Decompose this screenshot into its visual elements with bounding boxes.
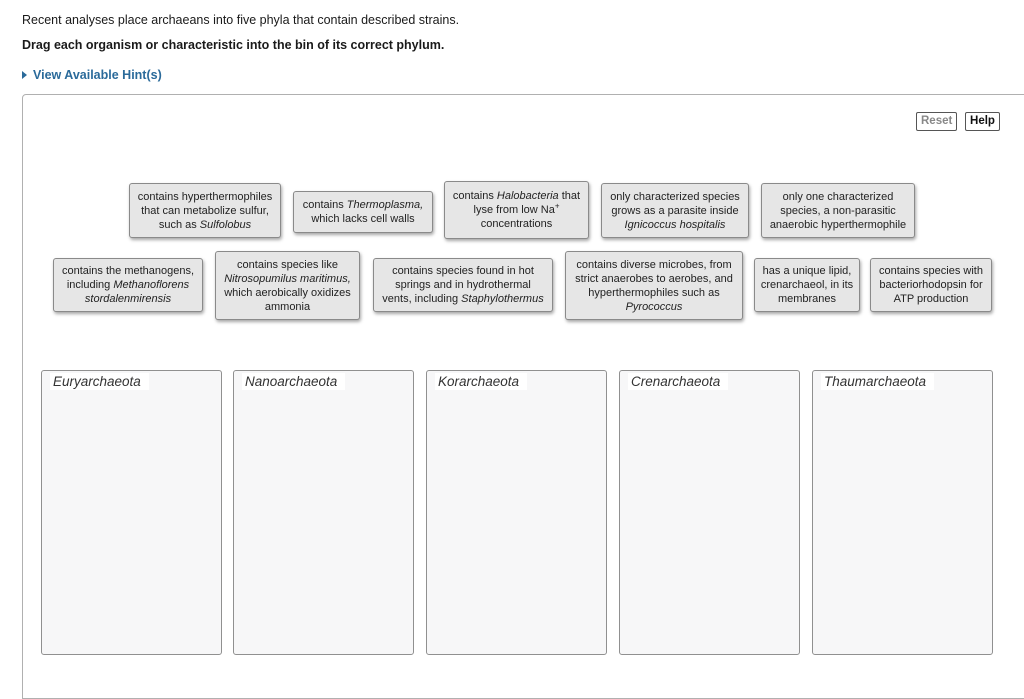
card-text: contains species found in hot springs and in hydrothermal vents, including Staphylothermus bbox=[382, 265, 544, 305]
draggable-card[interactable] bbox=[373, 258, 553, 312]
view-hints-label: View Available Hint(s) bbox=[33, 68, 162, 82]
bin-label: Nanoarchaeota bbox=[242, 373, 345, 390]
bin-korarchaeota[interactable] bbox=[426, 370, 607, 655]
card-text: has a unique lipid, crenarchaeol, in its membranes bbox=[760, 265, 854, 305]
triangle-right-icon bbox=[22, 71, 27, 79]
bin-label: Korarchaeota bbox=[435, 373, 527, 390]
draggable-card[interactable] bbox=[565, 251, 743, 320]
card-text: contains Halobacteria that lyse from low Na+ concentrations bbox=[452, 190, 581, 230]
reset-button[interactable]: Reset bbox=[916, 112, 957, 131]
draggable-card[interactable] bbox=[129, 183, 281, 238]
draggable-card[interactable] bbox=[761, 183, 915, 238]
card-text: contains the methanogens, including Methanoflorens stordalenmirensis bbox=[61, 265, 195, 305]
intro-text: Recent analyses place archaeans into five phyla that contain described strains. bbox=[22, 13, 460, 27]
draggable-card[interactable] bbox=[444, 181, 589, 239]
bin-label: Crenarchaeota bbox=[628, 373, 728, 390]
draggable-card[interactable] bbox=[293, 191, 433, 233]
card-text: only characterized species grows as a parasite inside Ignicoccus hospitalis bbox=[610, 190, 740, 231]
card-text: contains species like Nitrosopumilus maritimus, which aerobically oxidizes ammonia bbox=[224, 258, 351, 313]
bin-crenarchaeota[interactable] bbox=[619, 370, 800, 655]
draggable-card[interactable] bbox=[215, 251, 360, 320]
card-text: contains diverse microbes, from strict anaerobes to aerobes, and hyperthermophiles such as Pyrococcus bbox=[575, 258, 733, 313]
bin-thaumarchaeota[interactable] bbox=[812, 370, 993, 655]
card-text: contains Thermoplasma, which lacks cell walls bbox=[302, 199, 424, 225]
draggable-card[interactable] bbox=[601, 183, 749, 238]
bin-euryarchaeota[interactable] bbox=[41, 370, 222, 655]
bin-label: Thaumarchaeota bbox=[821, 373, 934, 390]
draggable-card[interactable] bbox=[754, 258, 860, 312]
view-hints-link[interactable] bbox=[22, 68, 162, 82]
card-text: only one characterized species, a non-parasitic anaerobic hyperthermophile bbox=[769, 190, 907, 231]
bin-label: Euryarchaeota bbox=[50, 373, 149, 390]
help-button[interactable]: Help bbox=[965, 112, 1000, 131]
draggable-card[interactable] bbox=[53, 258, 203, 312]
bin-nanoarchaeota[interactable] bbox=[233, 370, 414, 655]
draggable-card[interactable] bbox=[870, 258, 992, 312]
instruction-text: Drag each organism or characteristic into the bin of its correct phylum. bbox=[22, 38, 445, 52]
card-text: contains species with bacteriorhodopsin for ATP production bbox=[879, 265, 983, 305]
card-text: contains hyperthermophiles that can metabolize sulfur, such as Sulfolobus bbox=[137, 190, 273, 231]
